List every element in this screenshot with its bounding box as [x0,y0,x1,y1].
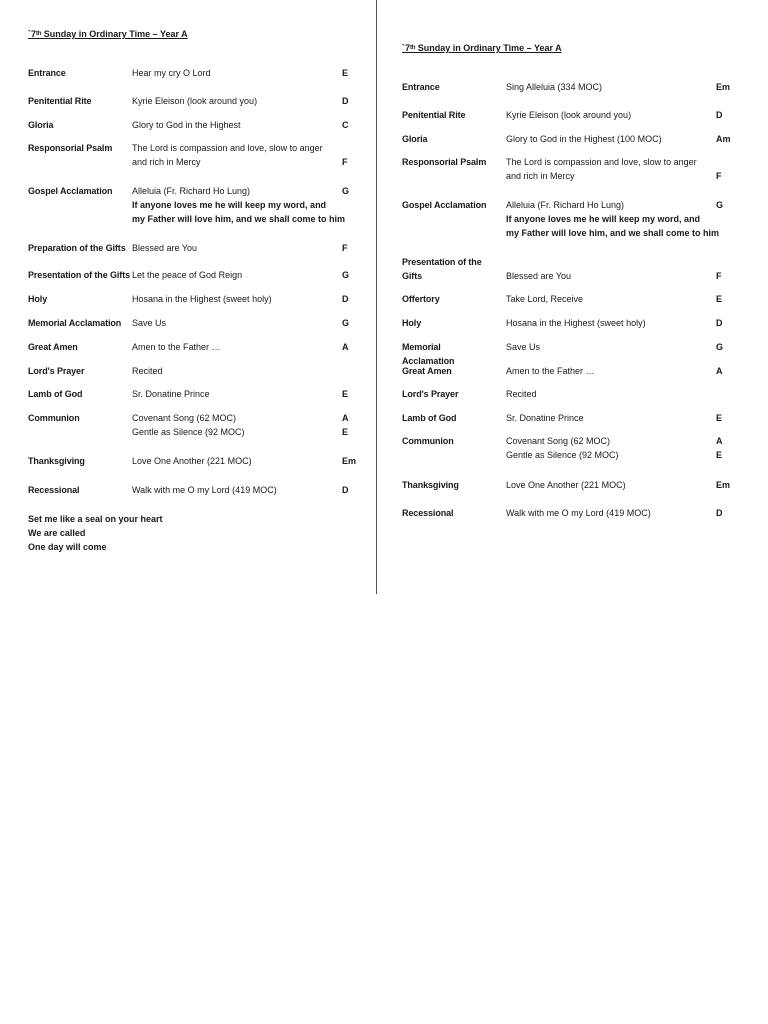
liturgy-part-label: Offertory [402,294,440,304]
music-key [716,411,722,425]
song-title [506,478,706,492]
song-line [506,255,706,269]
song-title [132,411,342,439]
music-key [716,478,730,492]
liturgy-part-label: Great Amen [402,366,452,376]
song-title [506,411,706,425]
liturgy-part-label: Responsorial Psalm [28,143,113,153]
liturgy-part-label: Gloria [402,134,428,144]
right-row [402,255,742,285]
song-line: Hosana in the Highest (sweet holy) [506,318,646,328]
music-key [716,434,723,462]
song-title [132,316,342,330]
liturgy-part-label: Thanksgiving [28,456,85,466]
music-key [342,292,349,306]
song-title [132,241,342,255]
music-key [716,340,723,354]
music-key [342,454,356,468]
key-line [716,387,719,401]
song-title [132,118,342,132]
song-title [506,364,706,378]
right-row [402,478,742,508]
music-key [342,340,349,354]
key-line: G [342,186,350,196]
song-title [132,454,342,468]
song-line: Gentle as Silence (92 MOC) [132,427,245,437]
song-line: Walk with me O my Lord (419 MOC) [506,508,651,518]
key-line: E [342,427,349,437]
music-key [716,387,719,401]
music-key [342,483,349,497]
song-line: Blessed are You [132,243,198,253]
liturgy-part-label: Great Amen [28,342,78,352]
music-key [716,108,723,122]
liturgy-part-label: Entrance [28,68,66,78]
key-line: A [342,413,349,423]
key-line: D [716,318,723,328]
column-divider [376,0,377,594]
key-line: E [342,68,349,78]
key-line: D [342,485,349,495]
song-title [132,340,342,354]
key-line: Em [716,480,731,490]
song-title [506,198,720,240]
song-line: Walk with me O my Lord (419 MOC) [132,485,277,495]
song-line: and rich in Mercy [132,157,201,167]
key-line: F [342,243,348,253]
key-line: A [342,342,349,352]
song-line: Take Lord, Receive [506,294,584,304]
song-line: Alleluia (Fr. Richard Ho Lung) [132,186,251,196]
suggestion-line: We are called [28,528,86,538]
key-line [342,364,345,378]
liturgy-part-label: Holy [402,318,422,328]
music-key [342,268,349,282]
key-line: Am [716,134,731,144]
song-line: Sing Alleluia (334 MOC) [506,82,603,92]
key-line: G [342,270,350,280]
song-line: Sr. Donatine Prince [132,389,210,399]
song-line: Save Us [506,342,541,352]
music-key [716,506,723,520]
song-title [132,387,342,401]
left-title: `7ᵗʰ Sunday in Ordinary Time – Year A [28,29,188,39]
song-line: Kyrie Eleison (look around you) [132,96,258,106]
liturgy-part-label: Memorial Acclamation [402,342,455,366]
song-line: Save Us [132,318,167,328]
key-line: C [342,120,349,130]
right-row [402,80,742,110]
song-title [506,132,706,146]
music-key [342,141,348,169]
song-line: Alleluia (Fr. Richard Ho Lung) [506,200,625,210]
music-key [342,387,348,401]
song-line: my Father will love him, and we shall come to him [506,228,720,238]
music-key [716,198,723,212]
song-line: Let the peace of God Reign [132,270,243,280]
liturgy-part-label: Communion [28,413,80,423]
key-line: E [716,450,723,460]
liturgy-part-label: Penitential Rite [28,96,92,106]
song-title [506,108,706,122]
song-line: Amen to the Father … [506,366,595,376]
song-title [132,141,342,169]
song-title [506,292,706,306]
key-line: G [716,342,724,352]
song-line: The Lord is compassion and love, slow to anger [132,143,323,153]
left-row [28,141,358,171]
liturgy-part-label: Lord's Prayer [402,389,459,399]
left-row [28,66,358,96]
music-key [342,66,348,80]
song-title [132,66,342,80]
liturgy-part-label: Lord's Prayer [28,366,85,376]
music-key [342,364,345,378]
key-line: A [716,436,723,446]
song-line: Love One Another (221 MOC) [506,480,626,490]
left-row [28,483,358,513]
key-line: F [716,271,722,281]
liturgy-part-label: Gospel Acclamation [402,200,487,210]
song-title [506,434,706,462]
song-title [506,155,706,183]
song-title [506,80,706,94]
music-key [716,155,722,183]
liturgy-part-label: Memorial Acclamation [28,318,122,328]
liturgy-part-label: Thanksgiving [402,480,459,490]
song-line: The Lord is compassion and love, slow to anger [506,157,697,167]
music-key [716,132,731,146]
song-line: Hear my cry O Lord [132,68,211,78]
song-line: Recited [132,366,163,376]
right-title: `7ᵗʰ Sunday in Ordinary Time – Year A [402,43,562,53]
key-line [716,155,722,169]
song-line: Covenant Song (62 MOC) [506,436,611,446]
song-title [132,483,342,497]
key-line: Em [342,456,357,466]
song-line: Recited [506,389,537,399]
left-row [28,411,358,441]
liturgy-part-label: Recessional [28,485,80,495]
song-title [132,94,342,108]
song-suggestions [28,512,163,554]
song-title [506,340,706,354]
song-line: Gentle as Silence (92 MOC) [506,450,619,460]
song-title [132,292,342,306]
left-row [28,184,358,224]
liturgy-part-label: Communion [402,436,454,446]
liturgy-part-label: Gospel Acclamation [28,186,113,196]
music-key [342,411,349,439]
song-line: Sr. Donatine Prince [506,413,584,423]
key-line: Em [716,82,731,92]
music-key [342,316,349,330]
liturgy-part-label: Presentation of the Gifts [402,257,482,281]
liturgy-part-label: Lamb of God [28,389,83,399]
liturgy-part-label: Presentation of the Gifts [28,270,131,280]
liturgy-part-label: Entrance [402,82,440,92]
song-line: If anyone loves me he will keep my word, and [132,200,327,210]
music-key [342,118,349,132]
song-title [506,255,706,283]
song-title [506,506,706,520]
key-line: E [716,294,723,304]
left-row [28,454,358,484]
right-row [402,434,742,464]
liturgy-part-label: Gloria [28,120,54,130]
left-row [28,241,358,271]
key-line: G [342,318,350,328]
song-line: Kyrie Eleison (look around you) [506,110,632,120]
key-line: D [716,508,723,518]
song-line: Hosana in the Highest (sweet holy) [132,294,272,304]
liturgy-part-label: Responsorial Psalm [402,157,487,167]
song-title [132,364,342,378]
suggestion-line: One day will come [28,542,107,552]
song-title [132,184,346,226]
key-line: E [716,413,723,423]
song-line: and rich in Mercy [506,171,575,181]
music-key [342,94,349,108]
music-key [716,316,723,330]
key-line: D [342,96,349,106]
right-row [402,155,742,185]
key-line: A [716,366,723,376]
liturgy-part-label: Recessional [402,508,454,518]
song-line: Covenant Song (62 MOC) [132,413,237,423]
liturgy-part-label: Penitential Rite [402,110,466,120]
right-row [402,198,742,238]
song-title [132,268,342,282]
song-line: Love One Another (221 MOC) [132,456,252,466]
music-key [716,255,722,283]
key-line: D [342,294,349,304]
key-line [342,141,348,155]
key-line: G [716,200,724,210]
liturgy-part-label: Holy [28,294,48,304]
music-key [342,184,349,198]
song-title [506,316,706,330]
song-title [506,387,706,401]
song-line: Amen to the Father … [132,342,221,352]
liturgy-part-label: Preparation of the Gifts [28,243,126,253]
right-row [402,506,742,536]
music-key [342,241,348,255]
key-line: F [716,171,722,181]
music-key [716,80,730,94]
liturgy-part-label: Lamb of God [402,413,457,423]
key-line: F [342,157,348,167]
song-line: my Father will love him, and we shall come to him [132,214,346,224]
music-key [716,292,722,306]
suggestion-line: Set me like a seal on your heart [28,514,163,524]
song-line: Glory to God in the Highest [132,120,241,130]
key-line: E [342,389,349,399]
song-line: Glory to God in the Highest (100 MOC) [506,134,662,144]
key-line: D [716,110,723,120]
song-line: Blessed are You [506,271,572,281]
song-line: If anyone loves me he will keep my word, and [506,214,701,224]
key-line [716,255,722,269]
music-key [716,364,723,378]
